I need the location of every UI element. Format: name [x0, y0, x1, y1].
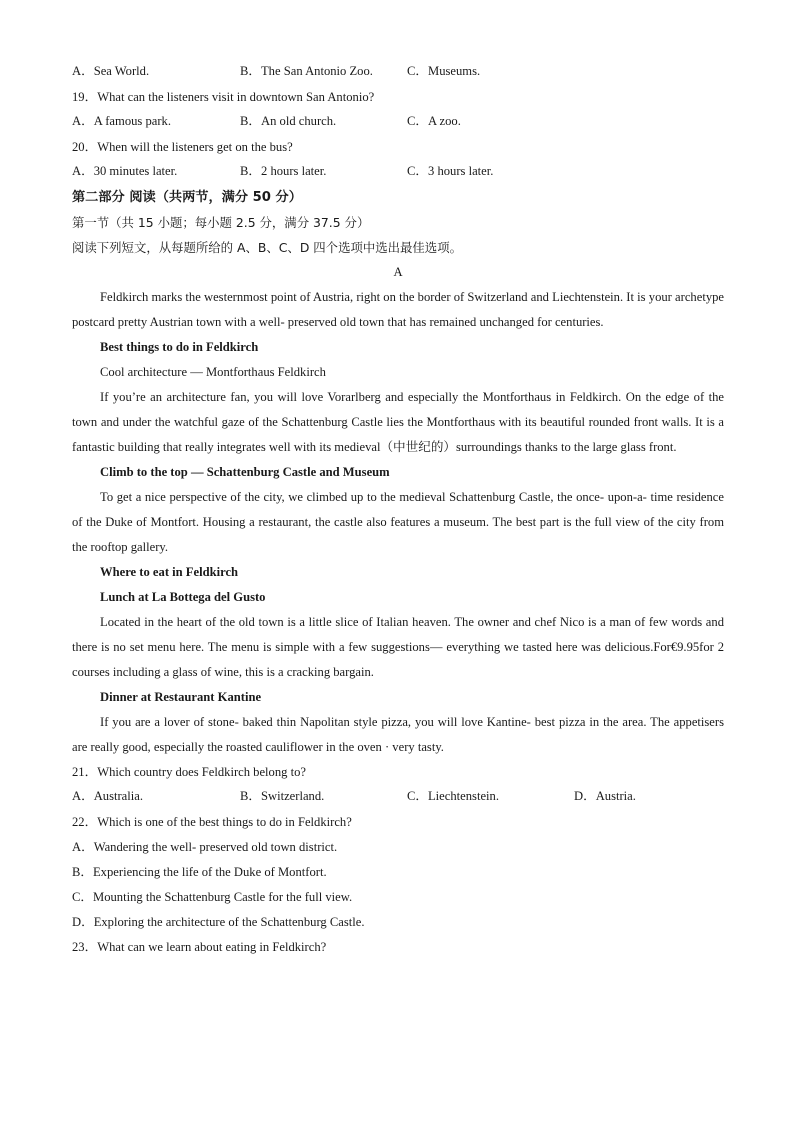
q20-options	[72, 160, 724, 185]
q19-option-a: A．A famous park.	[72, 114, 171, 128]
heading-where-to-eat: Where to eat in Feldkirch	[100, 565, 239, 579]
heading-dinner: Dinner at Restaurant Kantine	[100, 690, 262, 704]
passage-label: A	[393, 265, 403, 279]
heading-best-things: Best things to do in Feldkirch	[100, 340, 259, 354]
paragraph-dinner: If you are a lover of stone- baked thin Napolitan style pizza, you will love Kantine- best pizza in the area. The appetisers are really good, especially the roasted cauliflower in the oven · very tasty.	[72, 715, 724, 754]
q20-stem: 20．When will the listeners get on the bus?	[72, 140, 293, 154]
heading-cool-architecture: Cool architecture — Montforthaus Feldkirch	[100, 365, 326, 379]
q20-option-b: B．2 hours later.	[240, 164, 327, 178]
part-title: 第二部分 阅读（共两节，满分 50 分）	[72, 190, 302, 205]
q19-option-c: C．A zoo.	[407, 114, 461, 128]
q18-option-c: C．Museums.	[407, 64, 481, 78]
q19-option-b: B．An old church.	[240, 114, 337, 128]
q22-option-c: C．Mounting the Schattenburg Castle for the full view.	[72, 890, 353, 904]
exam-page	[72, 60, 724, 960]
q22-option-a: A．Wandering the well- preserved old town district.	[72, 840, 338, 854]
q21-options	[72, 785, 724, 810]
q18-option-b: B．The San Antonio Zoo.	[240, 64, 373, 78]
paragraph-climb: To get a nice perspective of the city, we climbed up to the medieval Schattenburg Castle, the once- upon-a- time residence of the Duke of Montfort. Housing a restaurant, the castle also features a museum. The best part is the full view of the city from the rooftop gallery.	[72, 490, 724, 554]
q22-stem: 22．Which is one of the best things to do in Feldkirch?	[72, 815, 352, 829]
section-instruction: 阅读下列短文，从每题所给的 A、B、C、D 四个选项中选出最佳选项。	[72, 240, 462, 255]
q22-option-b: B．Experiencing the life of the Duke of Montfort.	[72, 865, 327, 879]
q21-option-b: B．Switzerland.	[240, 789, 325, 803]
q21-stem: 21．Which country does Feldkirch belong to?	[72, 765, 306, 779]
q21-option-c: C．Liechtenstein.	[407, 789, 499, 803]
passage-intro: Feldkirch marks the westernmost point of Austria, right on the border of Switzerland and Liechtenstein. It is your archetype postcard pretty Austrian town with a well- preserved old town that has remained unchanged for centuries.	[72, 290, 724, 329]
q22-option-d: D．Exploring the architecture of the Schattenburg Castle.	[72, 915, 365, 929]
q20-option-a: A．30 minutes later.	[72, 164, 178, 178]
q21-option-a: A．Australia.	[72, 789, 143, 803]
q18-option-a: A．Sea World.	[72, 64, 150, 78]
section-subtitle: 第一节（共 15 小题；每小题 2.5 分，满分 37.5 分）	[72, 215, 370, 230]
q18-options	[72, 60, 724, 85]
paragraph-architecture: If you’re an architecture fan, you will love Vorarlberg and especially the Montforthaus in Feldkirch. On the edge of the town and under the watchful gaze of the Schattenburg Castle lies the Montforthaus with its beautiful rounded front walls. It is a fantastic building that really integrates well with its medieval（中世纪的）surroundings thanks to the large glass front.	[72, 390, 724, 454]
q19-options	[72, 110, 724, 135]
q23-stem: 23．What can we learn about eating in Feldkirch?	[72, 940, 327, 954]
q19-stem: 19．What can the listeners visit in downtown San Antonio?	[72, 90, 375, 104]
q20-option-c: C．3 hours later.	[407, 164, 494, 178]
heading-lunch: Lunch at La Bottega del Gusto	[100, 590, 266, 604]
paragraph-lunch: Located in the heart of the old town is a little slice of Italian heaven. The owner and chef Nico is a man of few words and there is no set menu here. The menu is simple with a few suggestions— everything we tasted here was delicious.For€9.95for 2 courses including a glass of wine, this is a cracking bargain.	[72, 615, 724, 679]
q21-option-d: D．Austria.	[574, 789, 636, 803]
heading-climb: Climb to the top — Schattenburg Castle and Museum	[100, 465, 390, 479]
